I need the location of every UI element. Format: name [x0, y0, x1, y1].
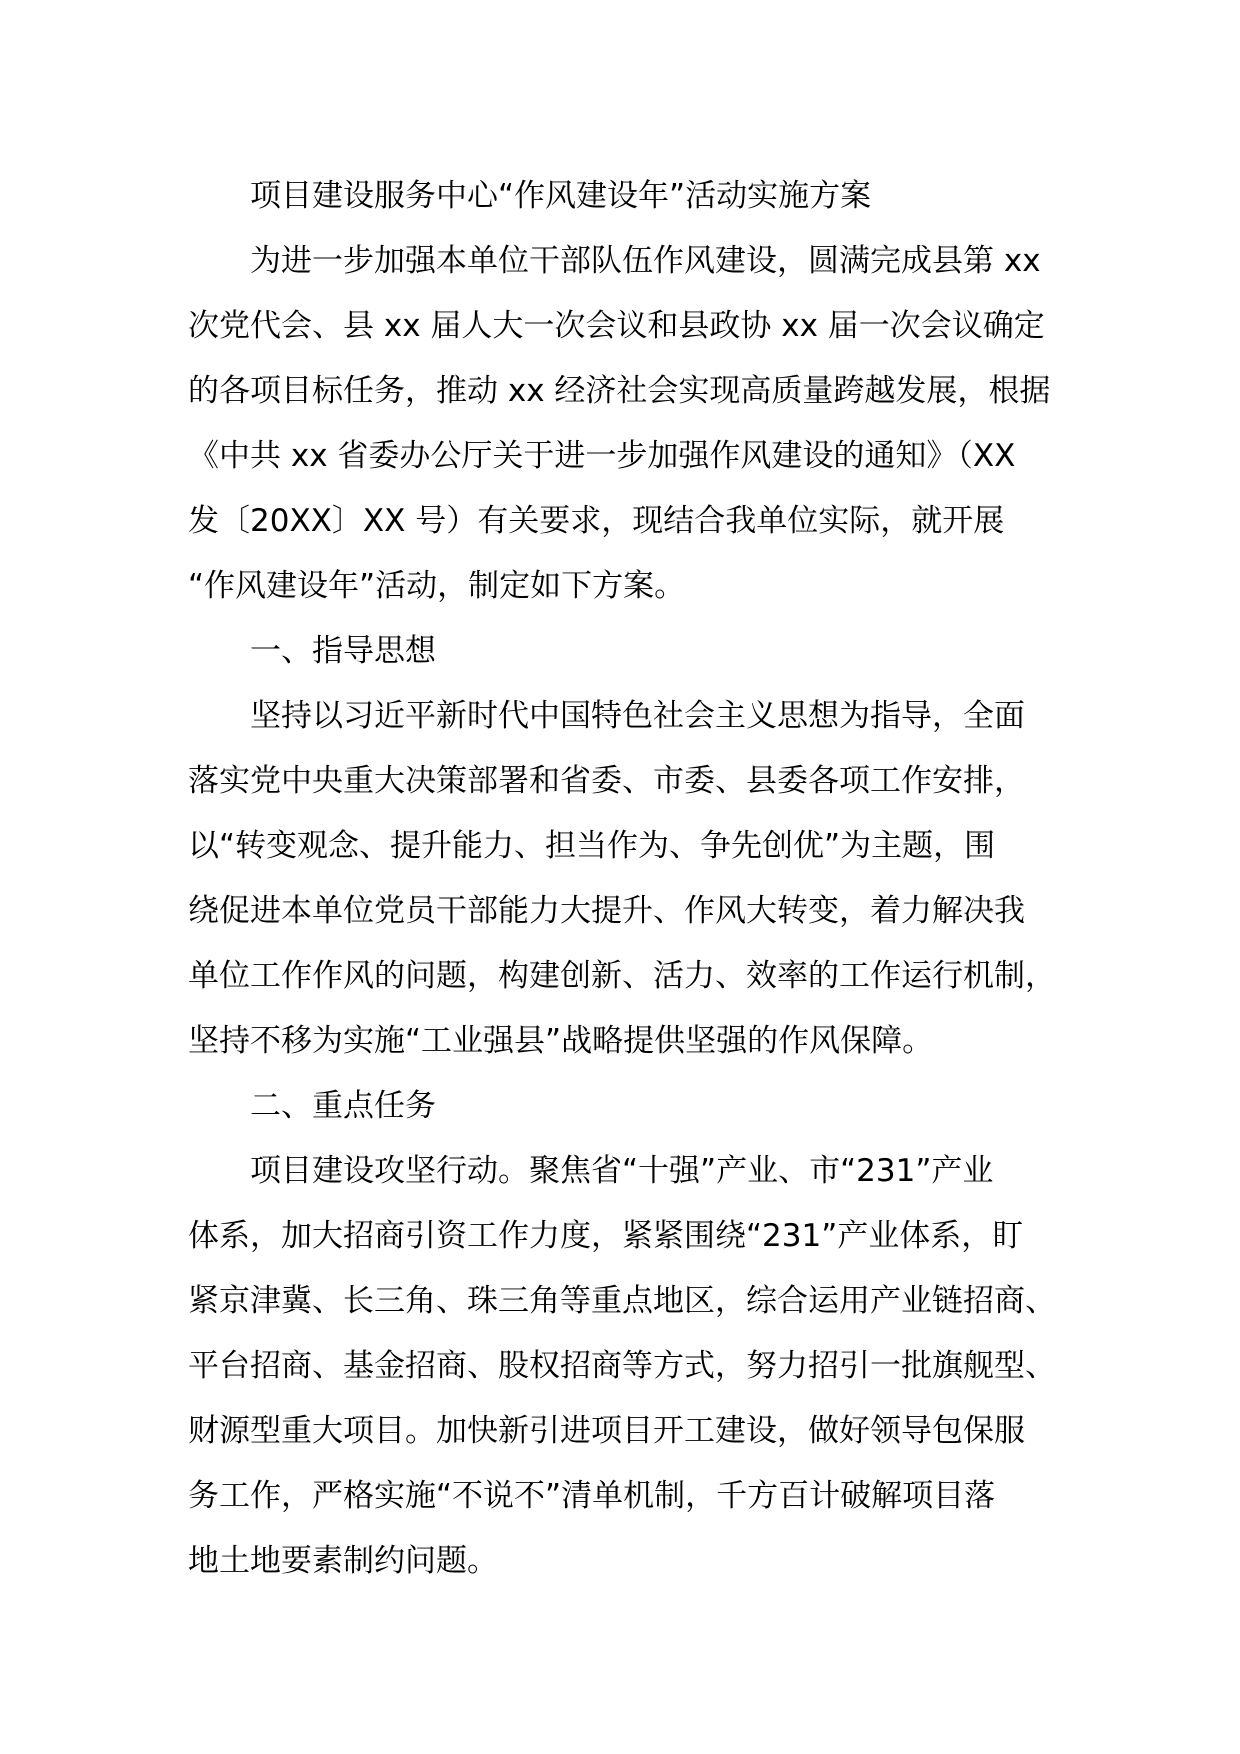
text-line: 单位工作作风的问题，构建创新、活力、效率的工作运行机制， — [188, 958, 1056, 994]
text-line: 的各项目标任务，推动 xx 经济社会实现高质量跨越发展，根据 — [188, 373, 1051, 409]
text-line: 地土地要素制约问题。 — [188, 1543, 498, 1579]
document-title: 项目建设服务中心“作风建设年”活动实施方案 — [250, 178, 872, 214]
text-line: 项目建设攻坚行动。聚焦省“十强”产业、市“231”产业 — [250, 1153, 994, 1189]
section-heading: 一、指导思想 — [250, 633, 436, 669]
text-line: 紧京津冀、长三角、珠三角等重点地区，综合运用产业链招商、 — [188, 1283, 1056, 1319]
text-line: 次党代会、县 xx 届人大一次会议和县政协 xx 届一次会议确定 — [188, 308, 1045, 344]
text-line: 财源型重大项目。加快新引进项目开工建设，做好领导包保服 — [188, 1413, 1025, 1449]
text-line: 发〔20XX〕XX 号）有关要求，现结合我单位实际，就开展 — [188, 503, 1005, 539]
text-line: 以“转变观念、提升能力、担当作为、争先创优”为主题，围 — [188, 828, 996, 864]
text-line: 平台招商、基金招商、股权招商等方式，努力招引一批旗舰型、 — [188, 1348, 1056, 1384]
text-line: 坚持以习近平新时代中国特色社会主义思想为指导，全面 — [250, 698, 1025, 734]
text-line: 《中共 xx 省委办公厅关于进一步加强作风建设的通知》（XX — [188, 438, 1016, 474]
text-line: 务工作，严格实施“不说不”清单机制，千方百计破解项目落 — [188, 1478, 996, 1514]
text-line: 体系，加大招商引资工作力度，紧紧围绕“231”产业体系，盯 — [188, 1218, 1024, 1254]
document-body — [188, 164, 1062, 1594]
text-line: 为进一步加强本单位干部队伍作风建设，圆满完成县第 xx — [250, 243, 1041, 279]
text-line: 坚持不移为实施“工业强县”战略提供坚强的作风保障。 — [188, 1023, 934, 1059]
text-line: 绕促进本单位党员干部能力大提升、作风大转变，着力解决我 — [188, 893, 1025, 929]
text-line: “作风建设年”活动，制定如下方案。 — [188, 568, 686, 604]
section-heading: 二、重点任务 — [250, 1088, 436, 1124]
text-line: 落实党中央重大决策部署和省委、市委、县委各项工作安排， — [188, 763, 1025, 799]
